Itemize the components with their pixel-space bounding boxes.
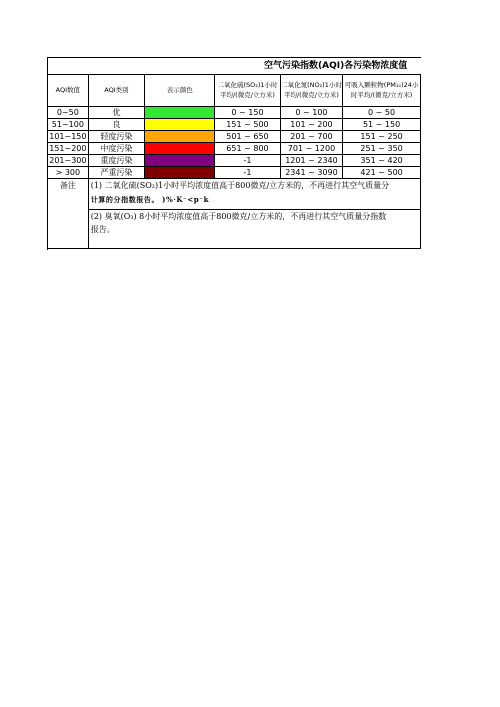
table-title: 空气污染指数(AQI)各污染物浓度值 (48, 58, 421, 75)
note-1-line-2: 计算的分指数报告。 )%·K⁻<p⁻k (90, 195, 210, 204)
note-1-line-1: (1) 二氧化硫(SO₂)1小时平均浓度值高于800微克/立方米的，不再进行其空气质量分 (90, 181, 390, 190)
category-cell: 良 (88, 119, 144, 131)
table-row (48, 143, 421, 155)
so2-cell: 151 ~ 500 (215, 119, 281, 131)
header-no2: 二氧化氮(NO₂)1小时平均/(微克/立方米) (280, 74, 342, 107)
table-row (48, 167, 421, 179)
so2-cell: 501 ~ 650 (215, 131, 281, 143)
pm10-cell: 251 ~ 350 (343, 143, 421, 155)
header-pm10: 可吸入颗粒物(PM₁₀)24小时平均/(微克/立方米) (343, 74, 421, 107)
aqi-cell: > 300 (48, 167, 88, 179)
color-cell (145, 119, 215, 131)
color-swatch (145, 143, 214, 154)
category-cell: 重度污染 (88, 155, 144, 167)
no2-cell: 0 ~ 100 (280, 107, 342, 119)
pm10-cell: 351 ~ 420 (343, 155, 421, 167)
pm10-cell: 151 ~ 250 (343, 131, 421, 143)
note-row-2 (48, 210, 421, 249)
table-row (48, 155, 421, 167)
color-swatch (145, 155, 214, 166)
pm10-cell: 51 ~ 150 (343, 119, 421, 131)
note-2-line-1: (2) 臭氧(O₃) 8小时平均浓度值高于800微克/立方米的，不再进行其空气质量分指数 (90, 212, 387, 221)
no2-cell: 2341 ~ 3090 (280, 167, 342, 179)
category-cell: 中度污染 (88, 143, 144, 155)
so2-cell: -1 (215, 167, 281, 179)
color-cell (145, 143, 215, 155)
aqi-cell: 51~100 (48, 119, 88, 131)
header-color: 表示颜色 (145, 74, 215, 107)
pm10-cell: 421 ~ 500 (343, 167, 421, 179)
no2-cell: 101 ~ 200 (280, 119, 342, 131)
color-swatch (145, 131, 214, 142)
notes-label: 备注 (48, 179, 88, 249)
header-category: AQI类别 (88, 74, 144, 107)
color-cell (145, 107, 215, 119)
no2-cell: 1201 ~ 2340 (280, 155, 342, 167)
so2-cell: 651 ~ 800 (215, 143, 281, 155)
color-swatch (145, 119, 214, 130)
aqi-cell: 201~300 (49, 156, 87, 165)
table-row (48, 131, 421, 143)
aqi-spreadsheet (47, 57, 421, 250)
so2-cell: 0 ~ 150 (215, 107, 281, 119)
category-cell: 优 (88, 107, 144, 119)
header-aqi: AQI数值 (48, 74, 88, 107)
note-row-1 (48, 179, 421, 210)
note-2-line-2: 报告。 (90, 225, 115, 234)
aqi-cell: 0~50 (48, 107, 88, 119)
category-cell: 轻度污染 (88, 131, 144, 143)
note-2 (88, 210, 420, 249)
pm10-cell: 0 ~ 50 (343, 107, 421, 119)
color-swatch (145, 107, 214, 118)
no2-cell: 201 ~ 700 (280, 131, 342, 143)
color-swatch (145, 167, 214, 178)
header-so2: 二氧化硫(SO₂)1小时平均/(微克/立方米) (215, 74, 281, 107)
color-cell (145, 155, 215, 167)
table-row (48, 119, 421, 131)
no2-cell: 701 ~ 1200 (280, 143, 342, 155)
aqi-cell: 151~200 (49, 144, 87, 153)
header-row (48, 74, 421, 107)
color-cell (145, 131, 215, 143)
note-1 (88, 179, 420, 210)
category-cell: 严重污染 (88, 167, 144, 179)
color-cell (145, 167, 215, 179)
aqi-table (48, 74, 421, 249)
so2-cell: -1 (215, 155, 281, 167)
table-row (48, 107, 421, 119)
aqi-cell: 101~150 (49, 132, 87, 141)
